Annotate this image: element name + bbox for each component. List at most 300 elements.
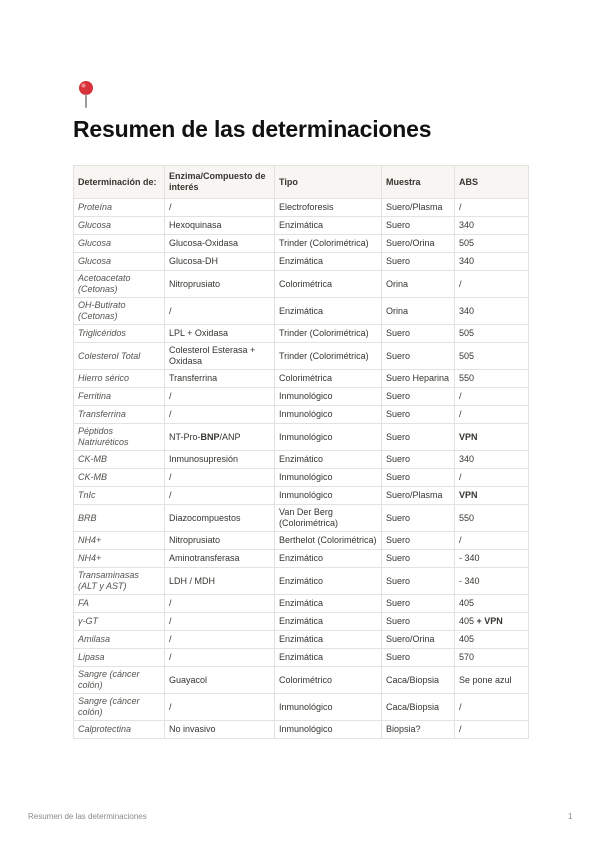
compound-cell <box>165 487 275 505</box>
abs-cell <box>455 253 529 271</box>
determination-cell <box>74 253 165 271</box>
cell-text: CK-MB <box>78 472 107 482</box>
determination-cell <box>74 595 165 613</box>
determination-cell <box>74 325 165 343</box>
type-cell <box>275 532 382 550</box>
cell-text: Suero <box>386 598 411 608</box>
abs-cell <box>455 613 529 631</box>
table-row <box>74 469 529 487</box>
sample-cell <box>382 550 455 568</box>
abs-cell <box>455 235 529 253</box>
footer-title: Resumen de las determinaciones <box>28 812 147 821</box>
cell-text: Aminotransferasa <box>169 553 240 563</box>
sample-cell <box>382 253 455 271</box>
sample-cell <box>382 451 455 469</box>
compound-cell <box>165 217 275 235</box>
determination-cell <box>74 649 165 667</box>
type-cell <box>275 343 382 370</box>
type-cell <box>275 649 382 667</box>
determination-cell <box>74 694 165 721</box>
cell-text: 340 <box>459 305 475 316</box>
cell-text: Trinder (Colorimétrica) <box>279 350 369 361</box>
cell-text: Péptidos Natriuréticos <box>78 426 129 447</box>
cell-text: NH4+ <box>78 535 102 545</box>
abs-cell <box>455 325 529 343</box>
cell-text: Enzimática <box>279 305 324 316</box>
cell-text: Hexoquinasa <box>169 220 222 230</box>
cell-text: Van Der Berg (Colorimétrica) <box>279 507 339 528</box>
sample-cell <box>382 649 455 667</box>
type-cell <box>275 217 382 235</box>
table-row <box>74 505 529 532</box>
type-cell <box>275 199 382 217</box>
compound-cell <box>165 370 275 388</box>
cell-text: LPL + Oxidasa <box>169 328 228 338</box>
table-header-row <box>74 166 529 199</box>
cell-text: Diazocompuestos <box>169 512 241 523</box>
compound-cell <box>165 271 275 298</box>
cell-text: NT-Pro- <box>169 431 201 442</box>
type-cell <box>275 298 382 325</box>
cell-text: Glucosa-Oxidasa <box>169 238 239 248</box>
compound-cell <box>165 388 275 406</box>
cell-text: 340 <box>459 256 475 266</box>
determinations-table <box>73 165 529 739</box>
cell-text: Suero <box>386 553 411 563</box>
determination-cell <box>74 406 165 424</box>
sample-cell <box>382 631 455 649</box>
type-cell <box>275 631 382 649</box>
cell-text: Calprotectina <box>78 724 132 734</box>
cell-text: /ANP <box>219 431 241 442</box>
cell-text: Glucosa <box>78 220 112 230</box>
cell-text: Triglicéridos <box>78 328 126 338</box>
cell-text: 340 <box>459 220 475 230</box>
table-row <box>74 325 529 343</box>
cell-text: Ferritina <box>78 391 112 401</box>
compound-cell <box>165 235 275 253</box>
column-header: Muestra <box>382 166 455 199</box>
cell-text: + VPN <box>476 616 503 626</box>
cell-text: Suero <box>386 616 411 626</box>
cell-text: Hierro sérico <box>78 373 130 383</box>
cell-text: Transferrina <box>169 373 218 383</box>
cell-text: 570 <box>459 652 475 662</box>
cell-text: Acetoacetato (Cetonas) <box>78 273 131 294</box>
determination-cell <box>74 721 165 739</box>
cell-text: / <box>169 598 172 608</box>
cell-text: / <box>459 278 462 289</box>
cell-text: Suero/Plasma <box>386 490 443 500</box>
cell-text: γ-GT <box>78 616 98 626</box>
sample-cell <box>382 595 455 613</box>
page-number: 1 <box>568 812 573 821</box>
table-row <box>74 487 529 505</box>
type-cell <box>275 424 382 451</box>
cell-text: Enzimático <box>279 553 324 563</box>
cell-text: 505 <box>459 238 475 248</box>
abs-cell <box>455 568 529 595</box>
sample-cell <box>382 469 455 487</box>
sample-cell <box>382 235 455 253</box>
cell-text: Orina <box>386 305 409 316</box>
cell-text: / <box>459 535 462 545</box>
abs-cell <box>455 631 529 649</box>
cell-text: Electroforesis <box>279 202 334 212</box>
table-row <box>74 694 529 721</box>
determination-cell <box>74 532 165 550</box>
cell-text: NH4+ <box>78 553 102 563</box>
cell-text: Trinder (Colorimétrica) <box>279 328 369 338</box>
table-row <box>74 649 529 667</box>
cell-text: Suero <box>386 472 411 482</box>
type-cell <box>275 235 382 253</box>
determination-cell <box>74 451 165 469</box>
cell-text: Enzimática <box>279 256 324 266</box>
sample-cell <box>382 667 455 694</box>
cell-text: OH-Butirato (Cetonas) <box>78 300 126 321</box>
cell-text: Suero <box>386 328 411 338</box>
determination-cell <box>74 424 165 451</box>
cell-text: Colesterol Total <box>78 350 141 361</box>
cell-text: / <box>169 634 172 644</box>
determination-cell <box>74 631 165 649</box>
cell-text: 550 <box>459 512 475 523</box>
cell-text: Suero <box>386 391 411 401</box>
column-header: Determinación de: <box>74 166 165 199</box>
cell-text: Amilasa <box>78 634 111 644</box>
abs-cell <box>455 271 529 298</box>
determination-cell <box>74 469 165 487</box>
cell-text: BNP <box>200 431 220 442</box>
cell-text: / <box>459 202 462 212</box>
table-row <box>74 406 529 424</box>
sample-cell <box>382 505 455 532</box>
compound-cell <box>165 325 275 343</box>
table-row <box>74 532 529 550</box>
sample-cell <box>382 370 455 388</box>
table-row <box>74 568 529 595</box>
determination-cell <box>74 370 165 388</box>
compound-cell <box>165 694 275 721</box>
compound-cell <box>165 631 275 649</box>
compound-cell <box>165 613 275 631</box>
cell-text: Sangre (cáncer colón) <box>78 669 140 690</box>
abs-cell <box>455 298 529 325</box>
cell-text: Suero <box>386 512 411 523</box>
cell-text: Enzimática <box>279 652 324 662</box>
cell-text: Berthelot (Colorimétrica) <box>279 535 377 545</box>
cell-text: TnIc <box>78 490 96 500</box>
cell-text: Enzimática <box>279 220 324 230</box>
cell-text: Suero Heparina <box>386 373 450 383</box>
cell-text: / <box>169 652 172 662</box>
cell-text: Colorimétrico <box>279 674 333 685</box>
compound-cell <box>165 550 275 568</box>
type-cell <box>275 406 382 424</box>
sample-cell <box>382 343 455 370</box>
abs-cell <box>455 595 529 613</box>
table-row <box>74 595 529 613</box>
cell-text: Inmunológico <box>279 409 333 419</box>
determination-cell <box>74 388 165 406</box>
table-row <box>74 451 529 469</box>
sample-cell <box>382 388 455 406</box>
sample-cell <box>382 325 455 343</box>
cell-text: / <box>169 490 172 500</box>
cell-text: Colesterol Esterasa + Oxidasa <box>169 345 256 366</box>
compound-cell <box>165 199 275 217</box>
pushpin-icon <box>76 80 96 110</box>
abs-cell <box>455 388 529 406</box>
cell-text: 405 <box>459 634 475 644</box>
cell-text: VPN <box>459 431 478 442</box>
determination-cell <box>74 613 165 631</box>
cell-text: / <box>169 472 172 482</box>
sample-cell <box>382 406 455 424</box>
cell-text: Suero <box>386 409 411 419</box>
cell-text: LDH / MDH <box>169 575 216 586</box>
determination-cell <box>74 505 165 532</box>
table-row <box>74 550 529 568</box>
table-row <box>74 217 529 235</box>
cell-text: 505 <box>459 328 475 338</box>
compound-cell <box>165 253 275 271</box>
cell-text: Suero/Plasma <box>386 202 443 212</box>
cell-text: Inmunológico <box>279 472 333 482</box>
cell-text: / <box>459 409 462 419</box>
table-row <box>74 298 529 325</box>
cell-text: / <box>169 701 172 712</box>
table-body <box>74 199 529 739</box>
cell-text: / <box>459 472 462 482</box>
table-row <box>74 721 529 739</box>
cell-text: 405 <box>459 598 475 608</box>
cell-text: 340 <box>459 454 475 464</box>
type-cell <box>275 451 382 469</box>
abs-cell <box>455 451 529 469</box>
cell-text: Caca/Biopsia <box>386 701 440 712</box>
cell-text: Guayacol <box>169 674 208 685</box>
type-cell <box>275 550 382 568</box>
type-cell <box>275 595 382 613</box>
abs-cell <box>455 469 529 487</box>
sample-cell <box>382 613 455 631</box>
cell-text: / <box>459 724 462 734</box>
type-cell <box>275 325 382 343</box>
cell-text: Caca/Biopsia <box>386 674 440 685</box>
compound-cell <box>165 721 275 739</box>
determination-cell <box>74 550 165 568</box>
cell-text: Suero <box>386 575 411 586</box>
type-cell <box>275 721 382 739</box>
compound-cell <box>165 451 275 469</box>
sample-cell <box>382 271 455 298</box>
type-cell <box>275 487 382 505</box>
cell-text: VPN <box>459 490 478 500</box>
cell-text: Suero/Orina <box>386 238 435 248</box>
cell-text: Se pone azul <box>459 674 512 685</box>
abs-cell <box>455 487 529 505</box>
sample-cell <box>382 199 455 217</box>
column-header: Enzima/Compuesto de interés <box>165 166 275 199</box>
table-row <box>74 424 529 451</box>
abs-cell <box>455 424 529 451</box>
table-row <box>74 613 529 631</box>
cell-text: Inmunológico <box>279 490 333 500</box>
type-cell <box>275 568 382 595</box>
table-row <box>74 271 529 298</box>
cell-text: - 340 <box>459 553 480 563</box>
determination-cell <box>74 271 165 298</box>
compound-cell <box>165 505 275 532</box>
cell-text: Suero <box>386 652 411 662</box>
cell-text: Transaminasas (ALT y AST) <box>78 570 139 591</box>
determination-cell <box>74 217 165 235</box>
sample-cell <box>382 532 455 550</box>
sample-cell <box>382 721 455 739</box>
compound-cell <box>165 649 275 667</box>
sample-cell <box>382 694 455 721</box>
cell-text: / <box>459 701 462 712</box>
compound-cell <box>165 667 275 694</box>
column-header: ABS <box>455 166 529 199</box>
table-row <box>74 631 529 649</box>
abs-cell <box>455 550 529 568</box>
sample-cell <box>382 568 455 595</box>
cell-text: Suero <box>386 431 411 442</box>
compound-cell <box>165 532 275 550</box>
cell-text: Suero/Orina <box>386 634 435 644</box>
cell-text: / <box>169 391 172 401</box>
abs-cell <box>455 217 529 235</box>
cell-text: Transferrina <box>78 409 126 419</box>
cell-text: 505 <box>459 350 475 361</box>
cell-text: Enzimático <box>279 454 324 464</box>
cell-text: FA <box>78 598 89 608</box>
determination-cell <box>74 487 165 505</box>
cell-text: Suero <box>386 350 411 361</box>
cell-text: Enzimática <box>279 598 324 608</box>
abs-cell <box>455 694 529 721</box>
cell-text: BRB <box>78 512 97 523</box>
cell-text: Suero <box>386 256 411 266</box>
cell-text: Inmunológico <box>279 431 333 442</box>
abs-cell <box>455 370 529 388</box>
compound-cell <box>165 298 275 325</box>
cell-text: No invasivo <box>169 724 216 734</box>
table-row <box>74 667 529 694</box>
sample-cell <box>382 487 455 505</box>
cell-text: CK-MB <box>78 454 107 464</box>
cell-text: Nitroprusiato <box>169 278 221 289</box>
column-header: Tipo <box>275 166 382 199</box>
cell-text: Nitroprusiato <box>169 535 221 545</box>
type-cell <box>275 370 382 388</box>
determination-cell <box>74 667 165 694</box>
cell-text: 405 <box>459 616 477 626</box>
determination-cell <box>74 343 165 370</box>
compound-cell <box>165 406 275 424</box>
type-cell <box>275 505 382 532</box>
table-row <box>74 235 529 253</box>
cell-text: Inmunológico <box>279 701 333 712</box>
cell-text: / <box>169 616 172 626</box>
abs-cell <box>455 667 529 694</box>
type-cell <box>275 388 382 406</box>
type-cell <box>275 613 382 631</box>
table-row <box>74 253 529 271</box>
cell-text: Lipasa <box>78 652 105 662</box>
cell-text: / <box>169 202 172 212</box>
cell-text: / <box>169 305 172 316</box>
compound-cell <box>165 469 275 487</box>
cell-text: Inmunológico <box>279 391 333 401</box>
cell-text: Glucosa <box>78 238 112 248</box>
cell-text: - 340 <box>459 575 480 586</box>
type-cell <box>275 253 382 271</box>
cell-text: Glucosa <box>78 256 112 266</box>
determination-cell <box>74 235 165 253</box>
compound-cell <box>165 343 275 370</box>
abs-cell <box>455 505 529 532</box>
table-row <box>74 370 529 388</box>
sample-cell <box>382 298 455 325</box>
cell-text: 550 <box>459 373 475 383</box>
page-title: Resumen de las determinaciones <box>73 116 432 142</box>
cell-text: Biopsia? <box>386 724 421 734</box>
cell-text: Suero <box>386 220 411 230</box>
cell-text: Proteína <box>78 202 113 212</box>
abs-cell <box>455 532 529 550</box>
cell-text: Glucosa-DH <box>169 256 219 266</box>
table-row <box>74 199 529 217</box>
abs-cell <box>455 343 529 370</box>
abs-cell <box>455 721 529 739</box>
abs-cell <box>455 649 529 667</box>
type-cell <box>275 667 382 694</box>
cell-text: / <box>169 409 172 419</box>
cell-text: Orina <box>386 278 409 289</box>
type-cell <box>275 271 382 298</box>
compound-cell <box>165 595 275 613</box>
cell-text: Colorimétrica <box>279 373 333 383</box>
table-row <box>74 388 529 406</box>
compound-cell <box>165 568 275 595</box>
cell-text: Trinder (Colorimétrica) <box>279 238 369 248</box>
determination-cell <box>74 199 165 217</box>
compound-cell <box>165 424 275 451</box>
determination-cell <box>74 568 165 595</box>
cell-text: Inmunológico <box>279 724 333 734</box>
cell-text: Sangre (cáncer colón) <box>78 696 140 717</box>
table-row <box>74 343 529 370</box>
type-cell <box>275 694 382 721</box>
cell-text: Enzimático <box>279 575 324 586</box>
abs-cell <box>455 406 529 424</box>
cell-text: Suero <box>386 454 411 464</box>
cell-text: / <box>459 391 462 401</box>
cell-text: Colorimétrica <box>279 278 333 289</box>
determination-cell <box>74 298 165 325</box>
cell-text: Enzimática <box>279 616 324 626</box>
sample-cell <box>382 424 455 451</box>
cell-text: Suero <box>386 535 411 545</box>
type-cell <box>275 469 382 487</box>
cell-text: Enzimática <box>279 634 324 644</box>
sample-cell <box>382 217 455 235</box>
abs-cell <box>455 199 529 217</box>
